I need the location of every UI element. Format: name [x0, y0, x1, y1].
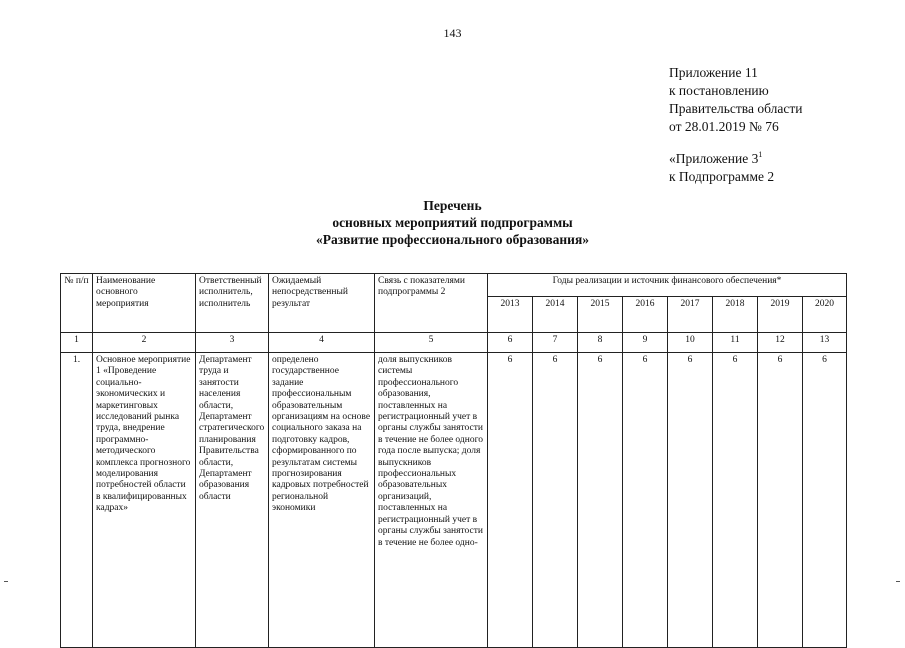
column-number: 1 — [61, 333, 93, 353]
row-year-value: 6 — [713, 353, 758, 648]
year-header: 2019 — [758, 297, 803, 333]
column-number: 3 — [196, 333, 269, 353]
row-result: определено государственное задание профессиональным образовательным организациям на основе социального заказа на подготовку кадров, сформированного по результатам системы прогнозирования кадровых потребностей региональной экономики — [269, 353, 375, 648]
column-number: 10 — [668, 333, 713, 353]
column-number: 12 — [758, 333, 803, 353]
column-number: 2 — [93, 333, 196, 353]
year-header: 2013 — [488, 297, 533, 333]
column-number: 13 — [803, 333, 847, 353]
header-num: № п/п — [61, 274, 93, 333]
appendix-line: к постановлению — [669, 83, 769, 98]
column-number: 6 — [488, 333, 533, 353]
title-line: «Развитие профессионального образования» — [315, 232, 590, 247]
appendix2-line2: к Подпрограмме 2 — [669, 169, 775, 184]
year-header: 2018 — [713, 297, 758, 333]
header-responsible: Ответственный исполнитель, исполнитель — [196, 274, 269, 333]
row-link: доля выпускников системы профессионального образования, поставленных на регистрационный учет в органы службы занятости в течение не более одного года после выпуска; доля выпускников профессиональных образовательных организаций, поставленных на регистрационный учет в органы службы занятости в течение не более одно- — [375, 353, 488, 648]
appendix-line: от 28.01.2019 № 76 — [669, 119, 779, 134]
column-number: 11 — [713, 333, 758, 353]
column-number: 8 — [578, 333, 623, 353]
year-header: 2017 — [668, 297, 713, 333]
header-link: Связь с показателями подпрограммы 2 — [375, 274, 488, 333]
document-title — [0, 197, 905, 248]
row-year-value: 6 — [668, 353, 713, 648]
appendix2-superscript: 1 — [758, 150, 763, 159]
appendix-line: Приложение 11 — [669, 65, 758, 80]
row-year-value: 6 — [488, 353, 533, 648]
year-header: 2016 — [623, 297, 668, 333]
page-number: 143 — [443, 26, 462, 40]
appendix-line: Правительства области — [669, 101, 803, 116]
column-number: 7 — [533, 333, 578, 353]
column-number: 9 — [623, 333, 668, 353]
row-num: 1. — [61, 353, 93, 648]
row-year-value: 6 — [758, 353, 803, 648]
title-line: Перечень — [423, 198, 482, 213]
subprogram-appendix — [669, 146, 774, 186]
appendix2-line1 — [669, 146, 774, 168]
header-name: Наименование основного мероприятия — [93, 274, 196, 333]
year-header: 2015 — [578, 297, 623, 333]
scan-edge-mark — [4, 581, 8, 582]
row-year-value: 6 — [623, 353, 668, 648]
table-row — [61, 353, 847, 648]
row-year-value: 6 — [803, 353, 847, 648]
row-year-value: 6 — [533, 353, 578, 648]
year-header: 2014 — [533, 297, 578, 333]
appendix2-label: «Приложение 3 — [669, 151, 759, 166]
appendix-header — [669, 64, 802, 136]
year-header: 2020 — [803, 297, 847, 333]
row-year-value: 6 — [578, 353, 623, 648]
row-responsible: Департамент труда и занятости населения области, Департамент стратегического планирования Правительства области, Департамент образования области — [196, 353, 269, 648]
activities-table — [60, 273, 847, 648]
header-years-title: Годы реализации и источник финансового обеспечения* — [488, 274, 847, 297]
column-number: 5 — [375, 333, 488, 353]
row-name: Основное мероприятие 1 «Проведение социально-экономических и маркетинговых исследований рынка труда, внедрение программно-методического комплекса прогнозного моделирования потребностей области в квалифицированных кадрах» — [93, 353, 196, 648]
header-result: Ожидаемый непосредственный результат — [269, 274, 375, 333]
scan-edge-mark — [896, 581, 900, 582]
column-number: 4 — [269, 333, 375, 353]
title-line: основных мероприятий подпрограммы — [332, 215, 573, 230]
